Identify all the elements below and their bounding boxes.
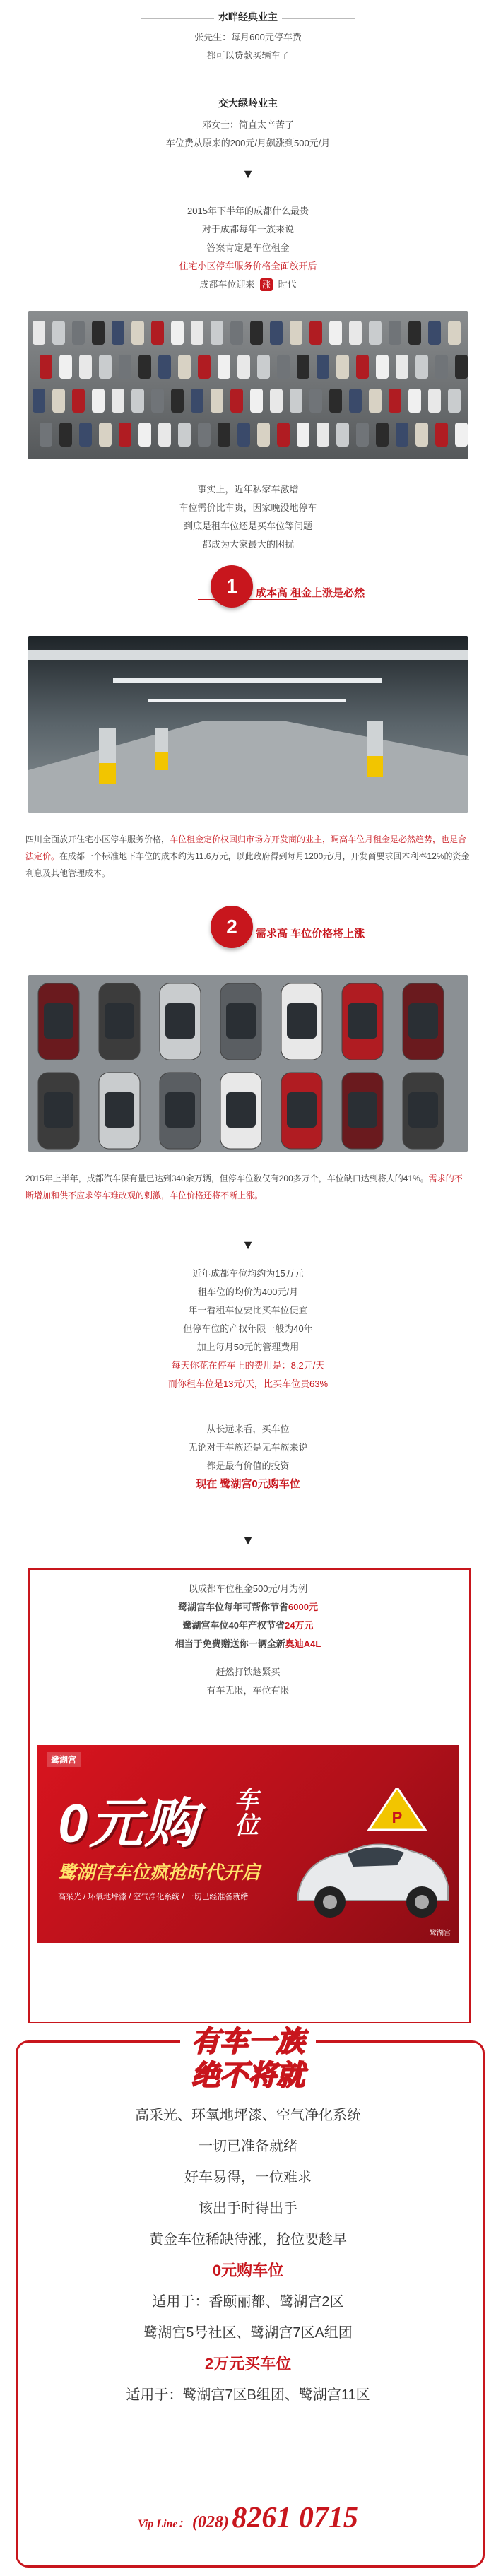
car-shape: [92, 389, 105, 413]
amount-highlight: 奥迪A4L: [285, 1638, 321, 1649]
highlight-line: 住宅小区停车服务价格全面放开后: [179, 261, 317, 271]
car-shape: [257, 423, 270, 447]
car-shape: [112, 389, 124, 413]
car-window-shape: [408, 1003, 438, 1039]
parked-cars-photo: [28, 975, 468, 1152]
car-shape: [237, 423, 250, 447]
car-shape: [369, 321, 382, 345]
car-shape: [131, 321, 144, 345]
text-line: 到底是租车位还是买车位等问题: [183, 521, 312, 531]
car-shape: [59, 355, 72, 379]
point-title: 成本高 租金上涨是必然: [256, 587, 365, 599]
car-shape: [218, 355, 230, 379]
car-shape: [178, 423, 191, 447]
text-fragment: 鹭湖宫车位每年可帮你节省: [178, 1602, 289, 1612]
car-shape: [297, 355, 309, 379]
car-shape: [171, 389, 184, 413]
slogan-line: 绝不将就: [191, 2060, 305, 2091]
parking-lot-photo: [28, 311, 468, 459]
car-window-shape: [408, 1092, 438, 1128]
car-shape: [356, 355, 369, 379]
car-shape: [408, 389, 421, 413]
car-shape: [428, 321, 441, 345]
car-window-shape: [44, 1092, 73, 1128]
car-shape: [415, 355, 428, 379]
car-shape: [151, 389, 164, 413]
point-title: 需求高 车位价格将上涨: [256, 928, 365, 940]
car-shape: [250, 321, 263, 345]
car-window-shape: [105, 1092, 134, 1128]
point-number-badge: 1: [211, 565, 253, 608]
banner-subtitle: 鹭湖宫车位疯抢时代开启: [58, 1862, 261, 1883]
car-shape: [40, 423, 52, 447]
car-shape: [408, 321, 421, 345]
car-shape: [191, 321, 203, 345]
car-shape: [119, 355, 131, 379]
offer-title: 2万元买车位: [204, 2355, 292, 2373]
text-line: 都可以贷款买辆车了: [206, 50, 290, 61]
text-fragment: 成都车位迎来: [199, 279, 255, 290]
paragraph-text: 四川全面放开住宅小区停车服务价格，: [25, 834, 170, 844]
car-shape: [72, 389, 85, 413]
car-shape: [329, 389, 342, 413]
car-shape: [131, 389, 144, 413]
slogan-block: [0, 2025, 496, 2093]
car-shape: [112, 321, 124, 345]
car-shape: [290, 321, 302, 345]
car-shape: [369, 389, 382, 413]
text-line: 都成为大家最大的困扰: [201, 539, 294, 550]
car-shape: [376, 423, 389, 447]
vip-area-code: (028): [191, 2513, 229, 2531]
car-window-shape: [44, 1003, 73, 1039]
banner-note: 鹭湖宫: [430, 1930, 451, 1937]
car-window-shape: [348, 1092, 377, 1128]
car-window-shape: [105, 1003, 134, 1039]
paragraph-highlight: 需求的不断增加和供不应求停车难改观的刺激，车位价格还将不断上涨。: [25, 1174, 463, 1200]
text-line: 鹭湖宫5号社区、鹭湖宫7区A组团: [143, 2325, 353, 2341]
text-fragment: 鹭湖宫车位40年产权节省: [182, 1620, 285, 1631]
down-arrow-icon: ▼: [242, 1533, 254, 1547]
banner-big-title: 0元购: [58, 1794, 200, 1854]
car-shape: [317, 355, 329, 379]
amount-highlight: 6000元: [288, 1602, 318, 1612]
car-shape: [40, 355, 52, 379]
car-shape: [448, 321, 461, 345]
down-arrow-icon: ▼: [242, 1238, 254, 1252]
car-shape: [59, 423, 72, 447]
zero-price-banner: [37, 1745, 459, 1943]
car-shape: [257, 355, 270, 379]
paragraph-text: 在成都一个标准地下车位的成本约为11.6万元，以此政府得到每月1200元/月，开发商要求回本利率12%的资金利息及其他管理成本。: [25, 851, 470, 878]
text-line: 车位需价比车贵，因家晚没地停车: [179, 502, 317, 513]
car-shape: [336, 423, 349, 447]
paragraph-highlight: 车位租金定价权回归市场方开发商的业主，调高车位月租金是必然趋势，也是合法定价。: [25, 834, 467, 861]
car-shape: [99, 423, 112, 447]
vip-number: 8261 0715: [232, 2502, 358, 2534]
text-line: 从长远来看，买车位: [206, 1424, 290, 1434]
car-shape: [448, 389, 461, 413]
vip-label: Vip Line：: [138, 2518, 189, 2530]
text-line: 近年成都车位均约为15万元: [192, 1268, 304, 1279]
text-line: 都是最有价值的投资: [206, 1460, 290, 1471]
highlight-line: 而你租车位是13元/天，比买车位贵63%: [167, 1378, 329, 1389]
amount-highlight: 24万元: [285, 1620, 314, 1631]
car-shape: [191, 389, 203, 413]
car-window-shape: [226, 1003, 256, 1039]
car-shape: [336, 355, 349, 379]
car-shape: [230, 389, 243, 413]
car-shape: [158, 355, 171, 379]
car-shape: [309, 321, 322, 345]
car-shape: [349, 389, 362, 413]
car-window-shape: [165, 1092, 195, 1128]
vip-hotline[interactable]: [0, 2501, 496, 2535]
car-shape: [198, 423, 211, 447]
car-shape: [329, 321, 342, 345]
car-shape: [297, 423, 309, 447]
car-shape: [92, 321, 105, 345]
section-header: 水畔经典业主: [214, 10, 282, 24]
down-arrow-icon: ▼: [242, 167, 254, 181]
car-window-shape: [287, 1092, 317, 1128]
text-fragment: 时代: [278, 279, 297, 290]
car-shape: [309, 389, 322, 413]
text-line: 高采光、环氧地坪漆、空气净化系统: [135, 2108, 361, 2123]
car-shape: [119, 423, 131, 447]
car-shape: [389, 389, 401, 413]
text-line: 适用于：鹭湖宫7区B组团、鹭湖宫11区: [126, 2387, 370, 2403]
slogan-line: 有车一族: [191, 2026, 305, 2057]
parked-cars-illustration: [28, 975, 468, 1152]
text-line: 该出手时得出手: [199, 2201, 297, 2216]
car-shape: [52, 389, 65, 413]
car-shape: [435, 423, 448, 447]
car-window-shape: [287, 1003, 317, 1039]
text-line: 邓女士：简直太辛苦了: [201, 119, 294, 130]
text-line: 2015年下半年的成都什么最贵: [187, 206, 309, 216]
text-line: 租车位的均价为400元/月: [197, 1287, 299, 1297]
car-shape: [317, 423, 329, 447]
text-line: [0, 1617, 496, 1635]
car-shape: [138, 423, 151, 447]
car-window-shape: [165, 1003, 195, 1039]
car-shape: [277, 355, 290, 379]
car-shape: [178, 355, 191, 379]
car-shape: [428, 389, 441, 413]
car-shape: [230, 321, 243, 345]
car-shape: [356, 423, 369, 447]
text-line: [0, 276, 496, 294]
brand-logo: 鹭湖宫: [47, 1752, 81, 1767]
car-shape: [211, 321, 223, 345]
car-shape: [396, 423, 408, 447]
car-shape: [396, 355, 408, 379]
text-line: 一切已准备就绪: [199, 2139, 297, 2154]
car-shape: [171, 321, 184, 345]
section-header: 交大绿岭业主: [214, 96, 282, 110]
text-line: 有车无限，车位有限: [206, 1685, 290, 1696]
car-shape: [33, 321, 45, 345]
car-window-shape: [348, 1003, 377, 1039]
car-shape: [277, 423, 290, 447]
garage-illustration: [28, 636, 468, 813]
car-shape: [138, 355, 151, 379]
text-line: 赶然打铁趁紧买: [215, 1667, 281, 1677]
car-shape: [270, 389, 283, 413]
car-shape: [99, 355, 112, 379]
car-shape: [250, 389, 263, 413]
car-shape: [415, 423, 428, 447]
text-line: 加上每月50元的管理费用: [196, 1342, 300, 1352]
rise-badge: 涨: [260, 278, 273, 291]
underground-garage-photo: [28, 636, 468, 813]
svg-text:P: P: [391, 1809, 403, 1826]
parking-lot-illustration: [28, 311, 468, 459]
car-shape: [389, 321, 401, 345]
car-shape: [455, 423, 468, 447]
car-shape: [435, 355, 448, 379]
car-shape: [455, 355, 468, 379]
text-line: 无论对于车族还是无车族来说: [188, 1442, 308, 1453]
text-line: 黄金车位稀缺待涨，抢位要趁早: [149, 2232, 347, 2247]
text-line: 张先生：每月600元停车费: [194, 32, 302, 42]
text-line: 答案肯定是车位租金: [206, 242, 290, 253]
banner-side-title: 车位: [235, 1787, 259, 1839]
car-shape: [211, 389, 223, 413]
car-shape: [33, 389, 45, 413]
car-shape: [218, 423, 230, 447]
text-line: 对于成都每年一族来说: [201, 224, 294, 235]
car-shape: [158, 423, 171, 447]
car-shape: [52, 321, 65, 345]
point-number-badge: 2: [211, 906, 253, 948]
car-shape: [270, 321, 283, 345]
car-shape: [290, 389, 302, 413]
car-shape: [79, 355, 92, 379]
text-line: 事实上，近年私家车激增: [197, 484, 299, 495]
text-line: [0, 1598, 496, 1617]
text-line: [0, 1635, 496, 1653]
offer-title: 0元购车位: [212, 2262, 284, 2279]
text-line: 车位费从原来的200元/月飙涨到500元/月: [165, 138, 331, 148]
car-shape: [349, 321, 362, 345]
paragraph-text: 2015年上半年，成都汽车保有量已达到340余万辆，但停车位数仅有200多万个，车位缺口达到将人的41%。: [25, 1174, 429, 1183]
paragraph: [25, 1170, 471, 1204]
text-line: 以成都车位租金500元/月为例: [188, 1583, 308, 1594]
text-fragment: 相当于免费赠送你一辆全新: [175, 1638, 285, 1649]
banner-features: 高采光 / 环氧地坪漆 / 空气净化系统 / 一切已经准备就绪: [58, 1893, 249, 1901]
text-line: 好车易得，一位难求: [184, 2170, 312, 2185]
paragraph: [25, 831, 471, 882]
car-shape: [79, 423, 92, 447]
highlight-line: 每天你花在停车上的费用是：8.2元/天: [171, 1360, 325, 1371]
car-shape: [376, 355, 389, 379]
car-shape: [72, 321, 85, 345]
car-window-shape: [226, 1092, 256, 1128]
text-line: 年一看租车位要比买车位便宜: [188, 1305, 308, 1316]
car-shape: [237, 355, 250, 379]
text-line: 适用于：香颐丽都、鹭湖宫2区: [152, 2294, 344, 2310]
highlight-line: 现在 鹭湖宫0元购车位: [196, 1478, 300, 1490]
car-shape: [151, 321, 164, 345]
sports-car-icon: [291, 1788, 454, 1929]
text-line: 但停车位的产权年限一般为40年: [183, 1323, 313, 1334]
car-shape: [198, 355, 211, 379]
